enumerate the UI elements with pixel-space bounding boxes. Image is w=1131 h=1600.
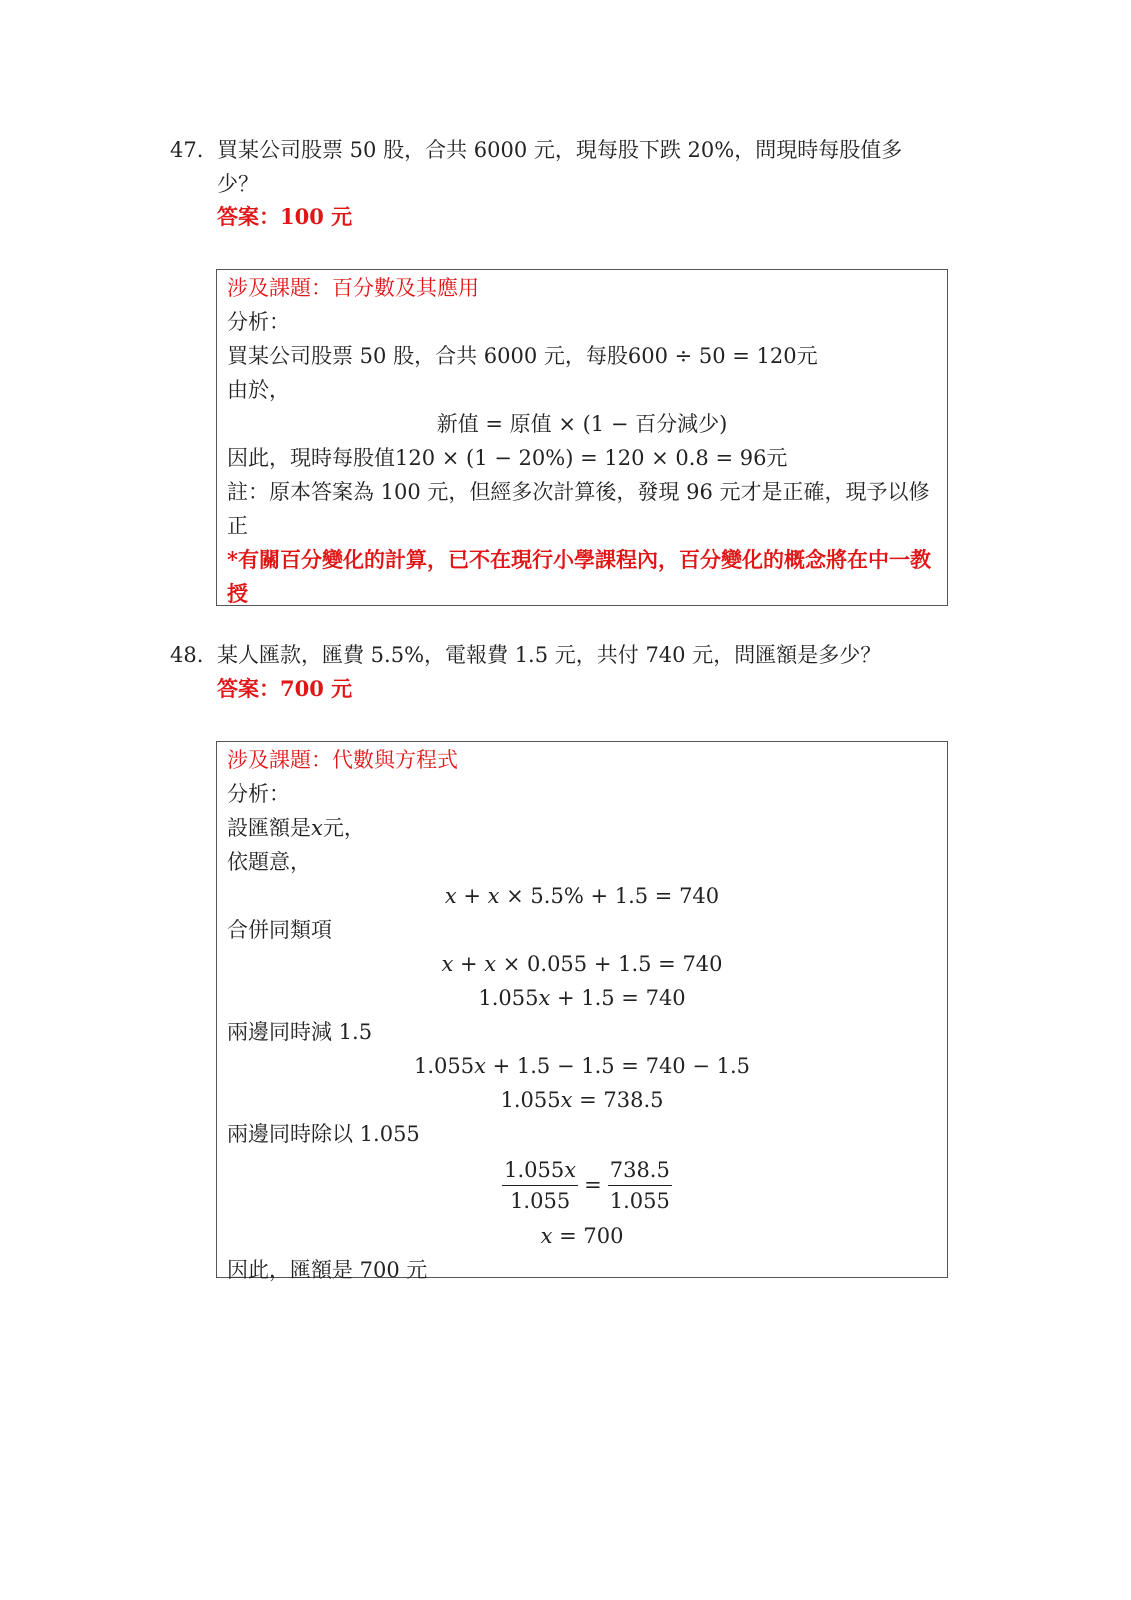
question-47-number: 47. [170,138,204,162]
analysis-line: 買某公司股票 50 股，合共 6000 元，每股600 ÷ 50 = 120元 [227,344,818,368]
analysis-line: 設匯額是𝑥元， [227,816,365,840]
equation: 𝑥 + 𝑥 × 5.5% + 1.5 = 740 [444,884,720,908]
question-48-analysis-box [216,741,948,1282]
left-numerator: 1.055𝑥 [502,1155,578,1186]
equation: 1.055𝑥 + 1.5 − 1.5 = 740 − 1.5 [413,1054,751,1078]
topic-label: 涉及課題：代數與方程式 [227,748,458,772]
analysis-heading: 分析： [227,782,290,806]
question-48-text: 某人匯款，匯費 5.5%，電報費 1.5 元，共付 740 元，問匯額是多少？ [217,643,882,667]
question-48-answer: 答案：700 元 [217,676,353,701]
equation: 1.055𝑥 + 1.5 = 740 [478,986,686,1010]
analysis-line: 兩邊同時減 1.5 [227,1020,373,1044]
right-denominator: 1.055 [609,1188,670,1213]
question-48-number: 48. [170,643,204,667]
question-47-text: 買某公司股票 50 股，合共 6000 元，現每股下跌 20%，問現時每股值多少？ [217,138,903,196]
topic-label: 涉及課題：百分數及其應用 [227,276,479,300]
left-fraction [502,1155,578,1216]
conclusion: 因此，匯額是 700 元 [227,1258,428,1282]
left-denominator: 1.055 [510,1188,571,1213]
equals-sign: = [584,1173,602,1197]
analysis-line: 兩邊同時除以 1.055 [227,1122,420,1146]
result-equation: 𝑥 = 700 [540,1224,624,1248]
right-fraction [608,1155,672,1216]
analysis-heading: 分析： [227,310,290,334]
analysis-line: 合併同類項 [227,918,332,942]
fraction-equation [237,1151,937,1219]
equation: 𝑥 + 𝑥 × 0.055 + 1.5 = 740 [441,952,723,976]
analysis-line: 依題意， [227,850,311,874]
question-47-answer: 答案：100 元 [217,204,353,229]
question-47-analysis-box [216,269,948,606]
analysis-line: 因此，現時每股值120 × (1 − 20%) = 120 × 0.8 = 96元 [227,446,788,470]
right-numerator: 738.5 [608,1155,672,1186]
equation: 1.055𝑥 = 738.5 [500,1088,664,1112]
formula: 新值 = 原值 × (1 − 百分減少) [436,412,728,436]
correction-note: 註：原本答案為 100 元，但經多次計算後，發現 96 元才是正確，現予以修正 [227,480,930,538]
analysis-line: 由於， [227,378,290,402]
curriculum-note: *有關百分變化的計算，已不在現行小學課程內，百分變化的概念將在中一教授 [227,547,931,606]
